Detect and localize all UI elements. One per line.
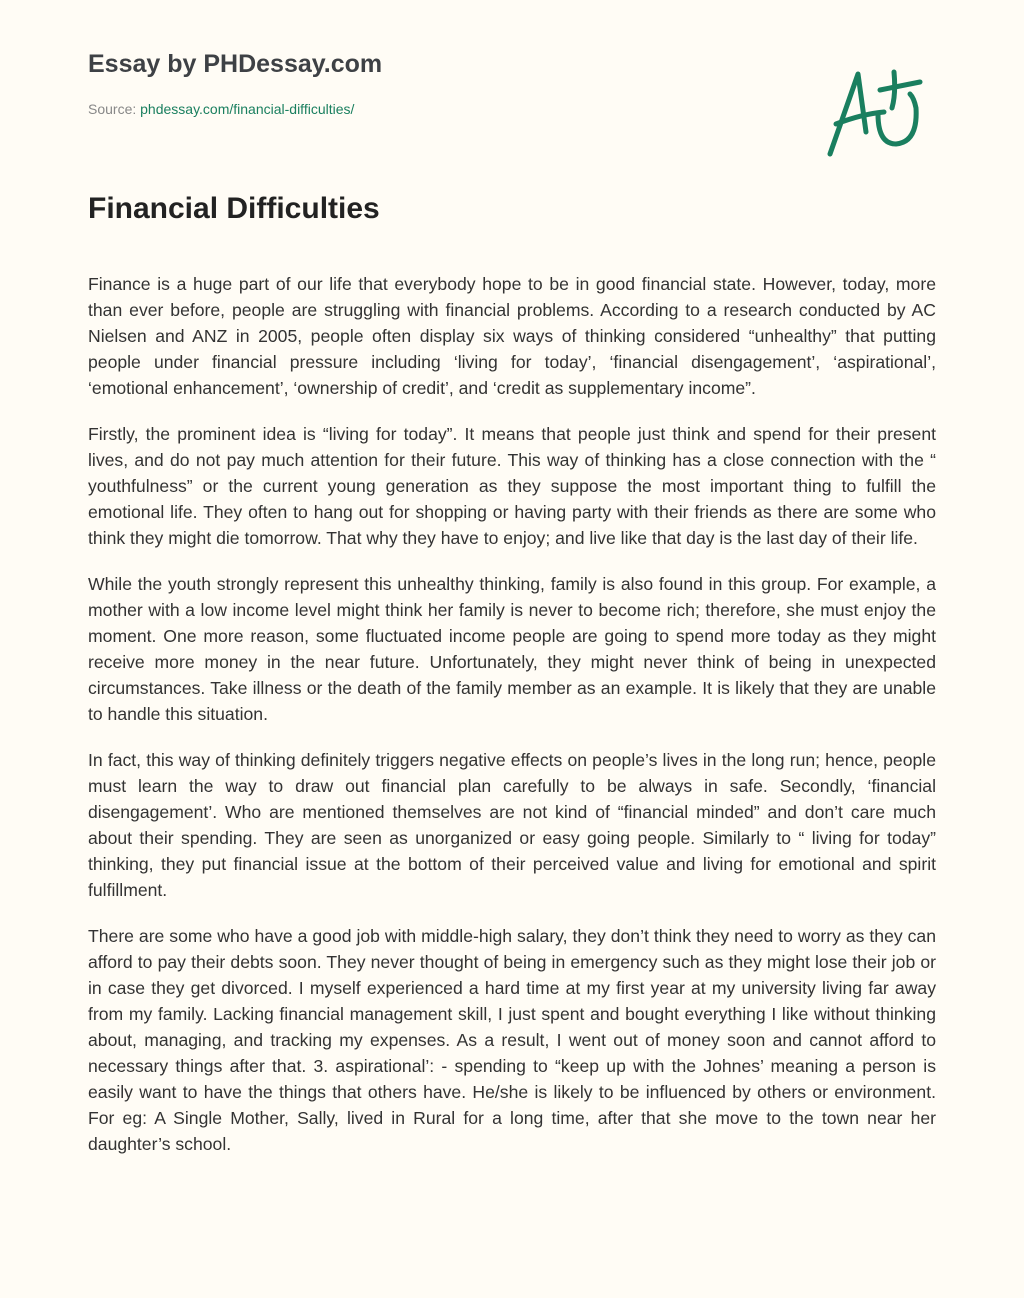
a-plus-logo-icon — [822, 64, 928, 160]
essay-title: Financial Difficulties — [88, 192, 380, 225]
source-label: Source: — [88, 101, 137, 117]
source-link[interactable]: phdessay.com/financial-difficulties/ — [140, 101, 355, 117]
essay-paragraph: There are some who have a good job with middle-high salary, they don’t think they need to worry as they can afford to pay their debts soon. They never thought of being in emergency such as they might lose their job or in case they get divorced. I myself experienced a hard time at my first year at my university living far away from my family. Lacking financial management skill, I just spent and bought everything I like without thinking about, managing, and tracking my expenses. As a result, I went out of money soon and cannot afford to necessary things after that. 3. aspirational’: - spending to “keep up with the Johnes’ meaning a person is easily want to have the things that others have. He/she is likely to be influenced by others or environment. For eg: A Single Mother, Sally, lived in Rural for a long time, after that she move to the town near her daughter’s school. — [88, 926, 936, 1154]
essay-paragraph: Finance is a huge part of our life that everybody hope to be in good financial state. However, today, more than ever before, people are struggling with financial problems. According to a research conducted by AC Nielsen and ANZ in 2005, people often display six ways of thinking considered “unhealthy” that putting people under financial pressure including ‘living for today’, ‘financial disengagement’, ‘aspirational’, ‘emotional enhancement’, ‘ownership of credit’, and ‘credit as supplementary income”. — [88, 274, 936, 398]
essay-paragraph: In fact, this way of thinking definitely triggers negative effects on people’s lives in the long run; hence, people must learn the way to draw out financial plan carefully to be always in safe. Secondly, ‘financial disengagement’. Who are mentioned themselves are not kind of “financial minded” and don’t care much about their spending. They are seen as unorganized or easy going people. Similarly to “ living for today” thinking, they put financial issue at the bottom of their perceived value and living for emotional and spirit fulfillment. — [88, 750, 936, 900]
essay-paragraph: While the youth strongly represent this unhealthy thinking, family is also found in this group. For example, a mother with a low income level might think her family is never to become rich; therefore, she must enjoy the moment. One more reason, some fluctuated income people are going to spend more today as they might receive more money in the near future. Unfortunately, they might never think of being in unexpected circumstances. Take illness or the death of the family member as an example. It is likely that they are unable to handle this situation. — [88, 574, 936, 724]
essay-paragraph: Firstly, the prominent idea is “living for today”. It means that people just think and spend for their present lives, and do not pay much attention for their future. This way of thinking has a close connection with the “ youthfulness” or the current young generation as they suppose the most important thing to fulfill the emotional life. They often to hang out for shopping or having party with their friends as there are some who think they might die tomorrow. That why they have to enjoy; and live like that day is the last day of their life. — [88, 424, 936, 548]
site-title: Essay by PHDessay.com — [88, 50, 383, 78]
source-line — [88, 101, 354, 117]
essay-body — [88, 271, 936, 1250]
